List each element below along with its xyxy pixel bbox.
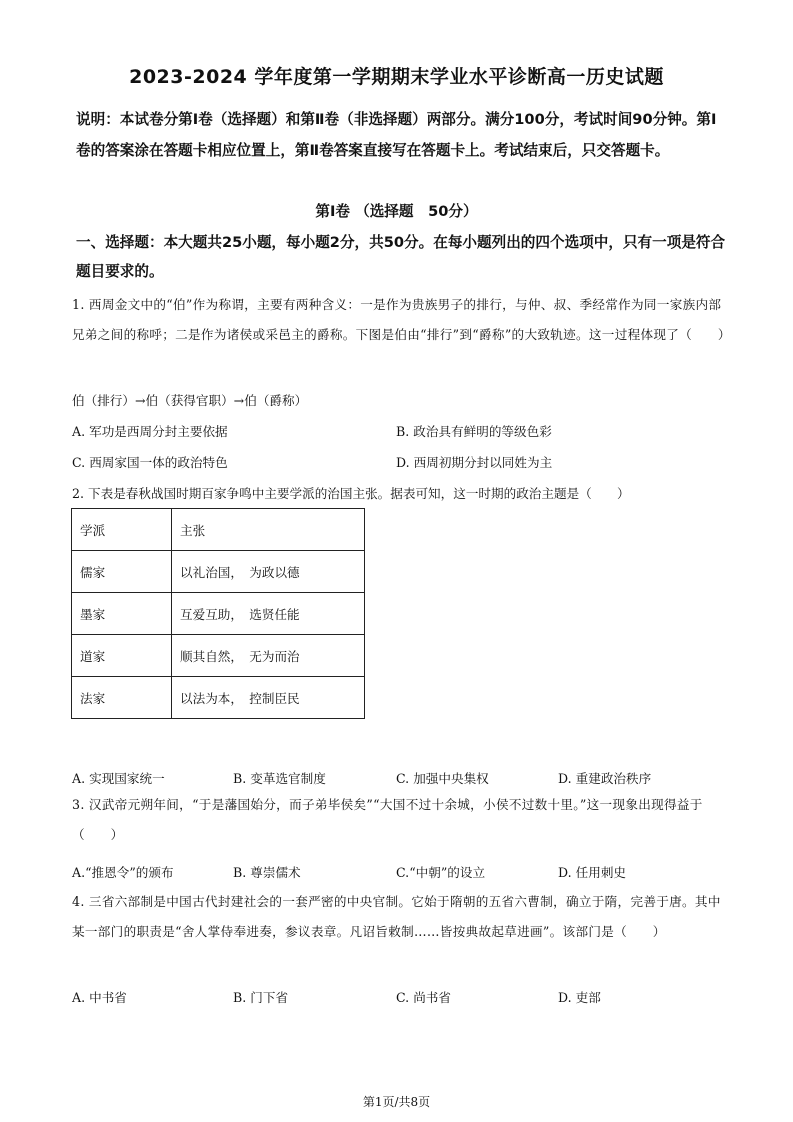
table-row <box>72 593 365 635</box>
question-2-option-c: C. 加强中央集权 <box>396 771 489 786</box>
table-row <box>72 635 365 677</box>
question-2-stem: 2. 下表是春秋战国时期百家争鸣中主要学派的治国主张。据表可知，这一时期的政治主题是（ ） <box>72 486 630 501</box>
question-1-option-a: A. 军功是西周分封主要依据 <box>72 424 228 439</box>
question-3-option-a: A.“推恩令”的颁布 <box>72 865 174 880</box>
exam-instructions: 说明：本试卷分第Ⅰ卷（选择题）和第Ⅱ卷（非选择题）两部分。满分100分，考试时间90分钟。第Ⅰ卷的答案涂在答题卡相应位置上，第Ⅱ卷答案直接写在答题卡上。考试结束后，只交答题卡。 <box>76 111 717 159</box>
section-heading: 第Ⅰ卷 （选择题 50分） <box>315 203 478 220</box>
table-cell: 以礼治国， 为政以德 <box>172 551 365 593</box>
exam-title: 2023-2024 学年度第一学期期末学业水平诊断高一历史试题 <box>129 66 664 88</box>
question-4-option-d: D. 吏部 <box>558 990 601 1005</box>
question-1-stem: 1. 西周金文中的“伯”作为称谓，主要有两种含义：一是作为贵族男子的排行，与仲、叔、季经常作为同一家族内部兄弟之间的称呼；二是作为诸侯或采邑主的爵称。下图是伯由“排行”到“爵称”的大致轨迹。这一过程体现了（ ） <box>72 297 731 342</box>
question-3-option-d: D. 任用刺史 <box>558 865 627 880</box>
table-row <box>72 677 365 719</box>
question-1-option-b: B. 政治具有鲜明的等级色彩 <box>396 424 552 439</box>
question-1-option-c: C. 西周家国一体的政治特色 <box>72 455 228 470</box>
table-row <box>72 551 365 593</box>
question-2-option-d: D. 重建政治秩序 <box>558 771 652 786</box>
table-cell: 道家 <box>72 635 172 677</box>
table-cell: 墨家 <box>72 593 172 635</box>
table-header-cell: 学派 <box>72 509 172 551</box>
schools-table <box>71 508 365 719</box>
table-cell: 互爱互助， 选贤任能 <box>172 593 365 635</box>
question-4-option-c: C. 尚书省 <box>396 990 451 1005</box>
question-1-option-d: D. 西周初期分封以同姓为主 <box>396 455 553 470</box>
table-cell: 法家 <box>72 677 172 719</box>
page-number: 第1页/共8页 <box>362 1095 431 1109</box>
question-4-option-b: B. 门下省 <box>233 990 289 1005</box>
question-3-option-c: C.“中朝”的设立 <box>396 865 486 880</box>
table-header-cell: 主张 <box>172 509 365 551</box>
table-cell: 以法为本， 控制臣民 <box>172 677 365 719</box>
question-2-option-b: B. 变革选官制度 <box>233 771 326 786</box>
question-3-stem: 3. 汉武帝元朔年间，“于是藩国始分，而子弟毕侯矣”“大国不过十余城，小侯不过数十里。”这一现象出现得益于（ ） <box>72 797 703 842</box>
question-4-option-a: A. 中书省 <box>72 990 127 1005</box>
question-1-diagram: 伯（排行）→伯（获得官职）→伯（爵称） <box>72 393 308 408</box>
question-4-stem: 4. 三省六部制是中国古代封建社会的一套严密的中央官制。它始于隋朝的五省六曹制，确立于隋，完善于唐。其中某一部门的职责是“舍人掌侍奉进奏，参议表章。凡诏旨敕制……皆按典故起草进画”。该部门是（ ） <box>72 894 721 939</box>
section-intro: 一、选择题：本大题共25小题，每小题2分，共50分。在每小题列出的四个选项中，只有一项是符合题目要求的。 <box>76 234 726 280</box>
question-3-option-b: B. 尊崇儒术 <box>233 865 301 880</box>
table-header-row <box>72 509 365 551</box>
question-2-option-a: A. 实现国家统一 <box>72 771 165 786</box>
table-cell: 顺其自然， 无为而治 <box>172 635 365 677</box>
table-cell: 儒家 <box>72 551 172 593</box>
